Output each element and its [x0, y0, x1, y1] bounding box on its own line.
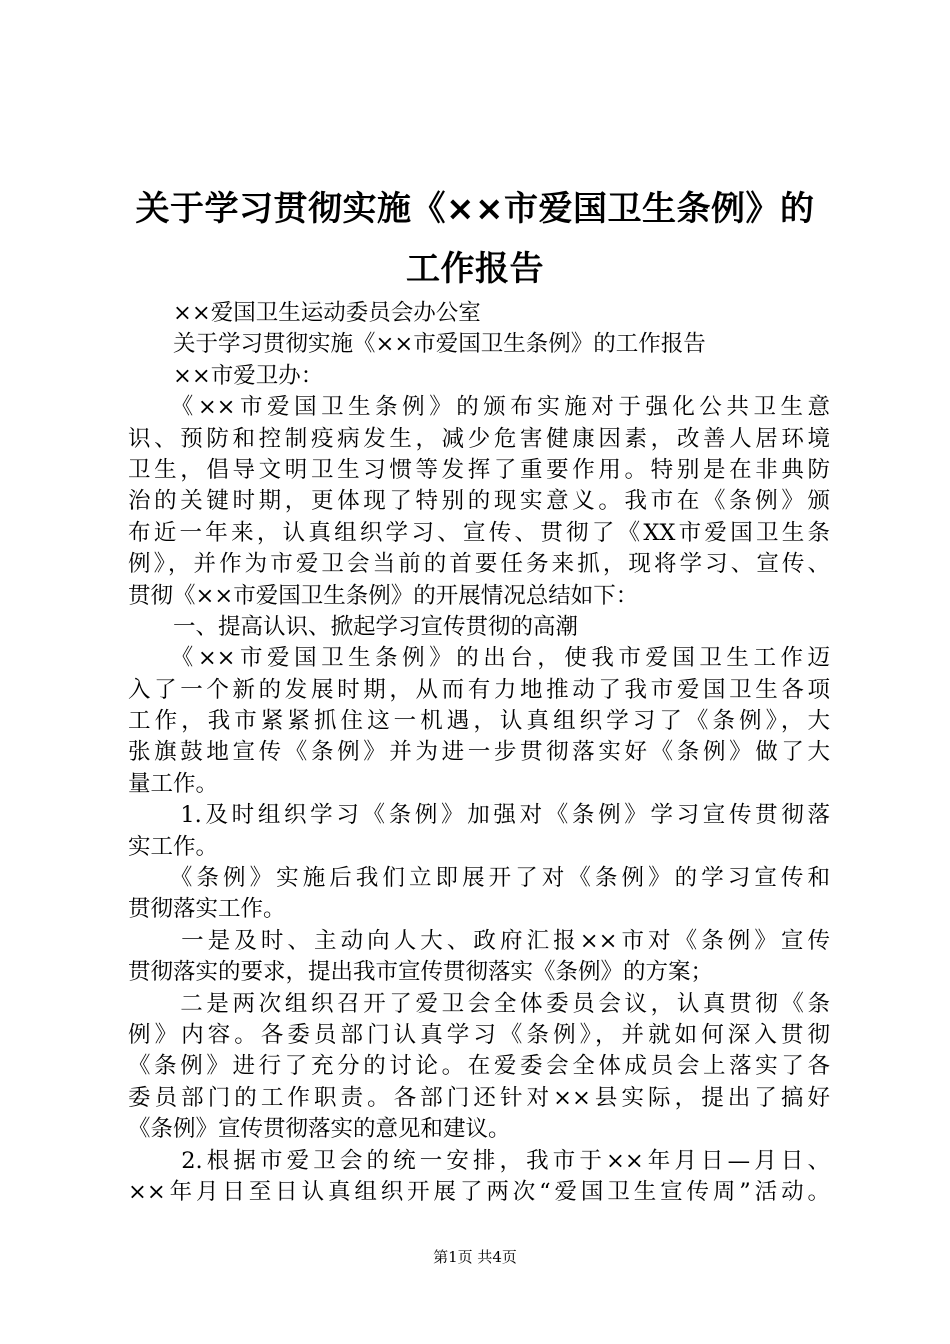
body-line: 1.及时组织学习《条例》加强对《条例》学习宣传贯彻落 — [128, 802, 830, 829]
document-title-line-2: 工作报告 — [406, 249, 544, 289]
body-line: 贯彻《××市爱国卫生条例》的开展情况总结如下： — [128, 582, 639, 609]
document-body — [128, 298, 830, 1208]
body-line: 入了一个新的发展时期，从而有力地推动了我市爱国卫生各项 — [128, 676, 830, 703]
body-line: ××年月日至日认真组织开展了两次“爱国卫生宣传周”活动。 — [128, 1178, 830, 1205]
body-line: 2.根据市爱卫会的统一安排，我市于××年月日—月日、 — [128, 1147, 830, 1174]
body-line: 布近一年来，认真组织学习、宣传、贯彻了《XX市爱国卫生条 — [128, 519, 830, 546]
document-title-line-1: 关于学习贯彻实施《××市爱国卫生条例》的 — [135, 189, 815, 229]
body-line: 《条例》宣传贯彻落实的意见和建议。 — [128, 1116, 511, 1143]
body-line: ××市爱卫办： — [128, 362, 324, 389]
body-line: 《条例》实施后我们立即展开了对《条例》的学习宣传和 — [128, 865, 830, 892]
body-line: 关于学习贯彻实施《××市爱国卫生条例》的工作报告 — [128, 331, 706, 358]
body-line: 贯彻落实工作。 — [128, 896, 286, 923]
body-line: 卫生，倡导文明卫生习惯等发挥了重要作用。特别是在非典防 — [128, 456, 830, 483]
body-line: ××爱国卫生运动委员会办公室 — [128, 300, 481, 326]
body-line: 二是两次组织召开了爱卫会全体委员会议，认真贯彻《条 — [128, 990, 830, 1017]
section-heading: 一、提高认识、掀起学习宣传贯彻的高潮 — [128, 613, 579, 640]
body-line: 《××市爱国卫生条例》的出台，使我市爱国卫生工作迈 — [128, 645, 830, 672]
body-line: 量工作。 — [128, 770, 219, 797]
body-line: 治的关键时期，更体现了特别的现实意义。我市在《条例》颁 — [128, 488, 830, 515]
body-line: 实工作。 — [128, 833, 219, 860]
page-number-footer: 第1页 共4页 — [433, 1248, 517, 1266]
body-line: 识、预防和控制疫病发生，减少危害健康因素，改善人居环境 — [128, 425, 830, 452]
body-line: 一是及时、主动向人大、政府汇报××市对《条例》宣传 — [128, 927, 830, 954]
body-line: 贯彻落实的要求，提出我市宣传贯彻落实《条例》的方案； — [128, 959, 714, 986]
body-line: 委员部门的工作职责。各部门还针对××县实际，提出了搞好 — [128, 1084, 830, 1111]
body-line: 例》内容。各委员部门认真学习《条例》，并就如何深入贯彻 — [128, 1021, 830, 1048]
body-line: 例》，并作为市爱卫会当前的首要任务来抓，现将学习、宣传、 — [128, 551, 830, 578]
body-line: 《条例》进行了充分的讨论。在爱委会全体成员会上落实了各 — [128, 1053, 830, 1080]
body-line: 张旗鼓地宣传《条例》并为进一步贯彻落实好《条例》做了大 — [128, 739, 830, 766]
body-line: 工作，我市紧紧抓住这一机遇，认真组织学习了《条例》，大 — [128, 708, 830, 735]
body-line: 《××市爱国卫生条例》的颁布实施对于强化公共卫生意 — [128, 394, 830, 421]
